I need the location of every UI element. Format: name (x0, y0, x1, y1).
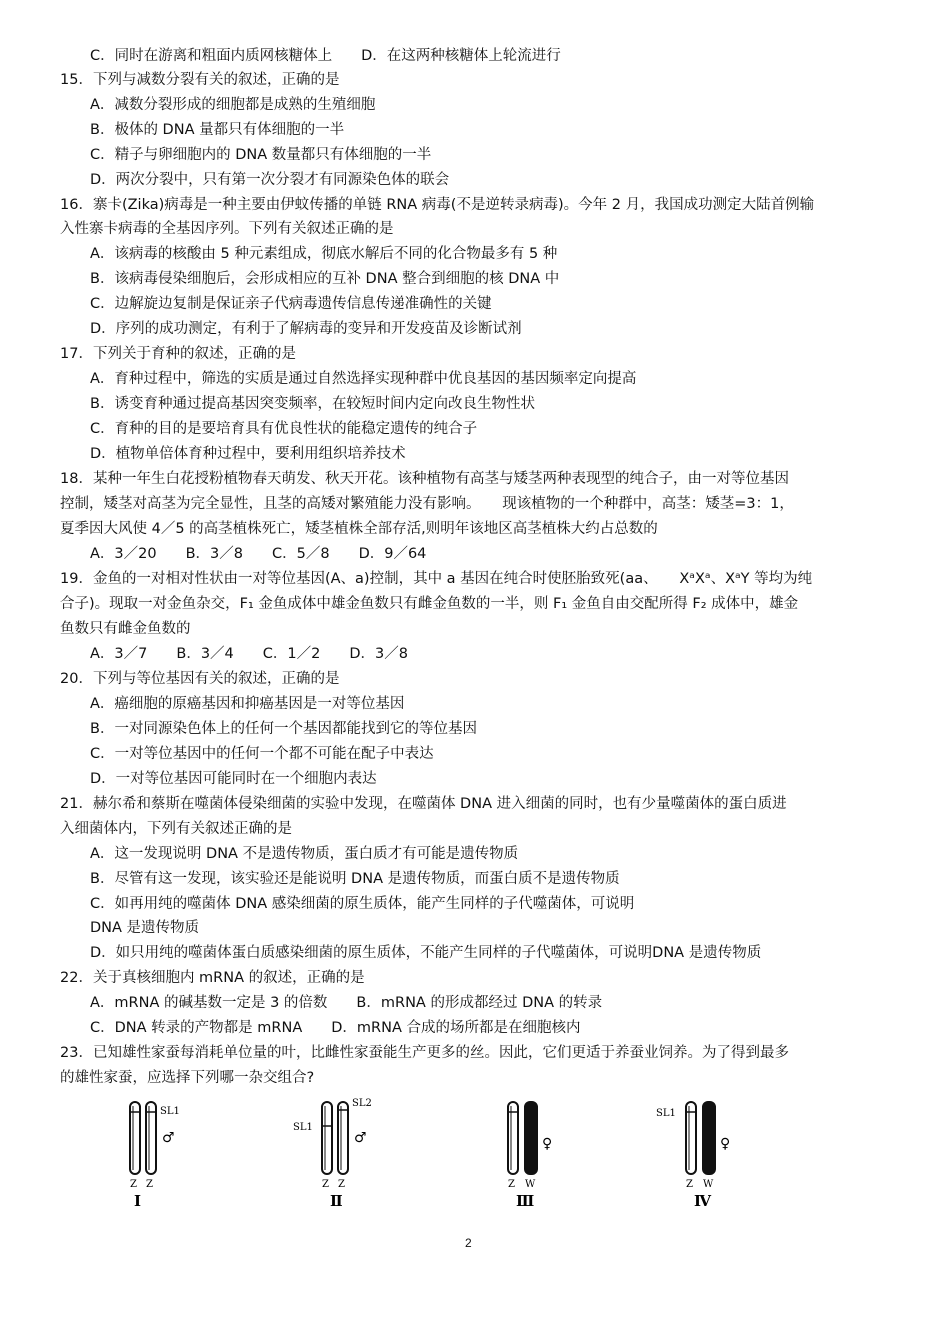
option-line: C．精子与卵细胞内的 DNA 数量都只有体细胞的一半 (90, 147, 432, 163)
question-line: 15．下列与减数分裂有关的叙述，正确的是 (60, 72, 340, 88)
option-line: C．一对等位基因中的任何一个都不可能在配子中表达 (90, 746, 434, 762)
chromosome-z-2a (322, 1102, 332, 1174)
option-line: C．育种的目的是要培育具有优良性状的能稳定遗传的纯合子 (90, 421, 478, 437)
option-line: D．一对等位基因可能同时在一个细胞内表达 (90, 771, 377, 787)
cross-group-2 (293, 1098, 372, 1210)
mark-sl1-2: SL1 (293, 1122, 313, 1133)
option-line: C．如再用纯的噬菌体 DNA 感染细菌的原生质体，能产生同样的子代噬菌体，可说明 (90, 896, 635, 912)
chromosome-z-4 (686, 1102, 696, 1174)
sex-symbol-2: ♂ (354, 1130, 367, 1146)
label-z-2a: Z (322, 1179, 329, 1190)
roman-3: Ⅲ (516, 1192, 535, 1210)
option-line: A．该病毒的核酸由 5 种元素组成，彻底水解后不同的化合物最多有 5 种 (90, 246, 558, 262)
mark-sl2-2: SL2 (352, 1098, 372, 1109)
option-line: B．该病毒侵染细胞后，会形成相应的互补 DNA 整合到细胞的核 DNA 中 (90, 271, 560, 287)
option-line: D．两次分裂中，只有第一次分裂才有同源染色体的联会 (90, 172, 450, 188)
option-line: C．同时在游离和粗面内质网核糖体上 D．在这两种核糖体上轮流进行 (90, 48, 561, 64)
chromosome-z-3 (508, 1102, 518, 1174)
question-line: 合子)。现取一对金鱼杂交，F₁ 金鱼成体中雄金鱼数只有雌金鱼数的一半，则 F₁ 金鱼自由交配所得 F₂ 成体中，雄金 (60, 596, 799, 612)
option-line: A．减数分裂形成的细胞都是成熟的生殖细胞 (90, 97, 376, 113)
question-line: 16．寨卡(Zika)病毒是一种主要由伊蚊传播的单链 RNA 病毒(不是逆转录病毒)。今年 2 月，我国成功测定大陆首例输 (60, 197, 815, 213)
question-line: 鱼数只有雌金鱼数的 (60, 621, 191, 637)
label-z-4: Z (686, 1179, 693, 1190)
question-line: 22．关于真核细胞内 mRNA 的叙述，正确的是 (60, 970, 365, 986)
page-number: 2 (465, 1236, 472, 1250)
option-line: D．序列的成功测定，有利于了解病毒的变异和开发疫苗及诊断试剂 (90, 321, 522, 337)
label-z-3: Z (508, 1179, 515, 1190)
chromosome-z-1a (130, 1102, 140, 1174)
chromosome-z-2b (338, 1102, 348, 1174)
sex-symbol-1: ♂ (162, 1130, 175, 1146)
mark-sl1-1: SL1 (160, 1106, 180, 1117)
option-line: A．这一发现说明 DNA 不是遗传物质，蛋白质才有可能是遗传物质 (90, 846, 519, 862)
option-line: A．3／7 B．3／4 C．1／2 D．3／8 (90, 646, 408, 662)
option-line: A．癌细胞的原癌基因和抑癌基因是一对等位基因 (90, 696, 405, 712)
chromosome-w-4 (703, 1102, 715, 1174)
option-line: C．边解旋边复制是保证亲子代病毒遗传信息传递准确性的关键 (90, 296, 492, 312)
option-line: D．植物单倍体育种过程中，要利用组织培养技术 (90, 446, 406, 462)
question-line: 17．下列关于育种的叙述，正确的是 (60, 346, 296, 362)
question-line: 19．金鱼的一对相对性状由一对等位基因(A、a)控制，其中 a 基因在纯合时使胚胎致死(aa、 XᵃXᵃ、XᵃY 等均为纯 (60, 571, 813, 587)
question-line: 入细菌体内，下列有关叙述正确的是 (60, 821, 292, 837)
option-line: DNA 是遗传物质 (90, 920, 200, 936)
chromosome-figure (0, 1090, 950, 1210)
label-w-3: W (525, 1179, 536, 1190)
label-z-1a: Z (130, 1179, 137, 1190)
roman-4: Ⅳ (694, 1192, 712, 1210)
label-z-2b: Z (338, 1179, 345, 1190)
question-line: 21．赫尔希和蔡斯在噬菌体侵染细菌的实验中发现，在噬菌体 DNA 进入细菌的同时，也有少量噬菌体的蛋白质进 (60, 796, 787, 812)
chromosome-z-1b (146, 1102, 156, 1174)
question-line: 入性寨卡病毒的全基因序列。下列有关叙述正确的是 (60, 221, 394, 237)
question-line: 控制，矮茎对高茎为完全显性，且茎的高矮对繁殖能力没有影响。 现该植物的一个种群中，高茎：矮茎=3：1， (60, 496, 794, 512)
mark-sl1-4: SL1 (656, 1108, 676, 1119)
cross-group-4 (656, 1102, 730, 1210)
option-line: B．尽管有这一发现，该实验还是能说明 DNA 是遗传物质，而蛋白质不是遗传物质 (90, 871, 620, 887)
option-line: D．如只用纯的噬菌体蛋白质感染细菌的原生质体，不能产生同样的子代噬菌体，可说明DNA 是遗传物质 (90, 945, 762, 961)
option-line: A．育种过程中，筛选的实质是通过自然选择实现种群中优良基因的基因频率定向提高 (90, 371, 637, 387)
question-line: 23．已知雄性家蚕每消耗单位量的叶，比雌性家蚕能生产更多的丝。因此，它们更适于养蚕业饲养。为了得到最多 (60, 1045, 789, 1061)
question-line: 20．下列与等位基因有关的叙述，正确的是 (60, 671, 340, 687)
cross-group-1 (130, 1102, 180, 1210)
label-w-4: W (703, 1179, 714, 1190)
label-z-1b: Z (146, 1179, 153, 1190)
sex-symbol-3: ♀ (542, 1136, 553, 1152)
roman-2: Ⅱ (330, 1192, 343, 1210)
cross-group-3 (508, 1102, 552, 1210)
option-line: A．mRNA 的碱基数一定是 3 的倍数 B．mRNA 的形成都经过 DNA 的转录 (90, 995, 603, 1011)
sex-symbol-4: ♀ (720, 1136, 731, 1152)
question-line: 18．某种一年生白花授粉植物春天萌发、秋天开花。该种植物有高茎与矮茎两种表现型的纯合子，由一对等位基因 (60, 471, 789, 487)
question-line: 的雄性家蚕，应选择下列哪一杂交组合? (60, 1070, 315, 1086)
option-line: B．极体的 DNA 量都只有体细胞的一半 (90, 122, 345, 138)
option-line: A．3／20 B．3／8 C．5／8 D．9／64 (90, 546, 427, 562)
question-line: 夏季因大风使 4／5 的高茎植株死亡，矮茎植株全部存活,则明年该地区高茎植株大约占总数的 (60, 521, 658, 537)
option-line: B．诱变育种通过提高基因突变频率，在较短时间内定向改良生物性状 (90, 396, 535, 412)
option-line: C．DNA 转录的产物都是 mRNA D．mRNA 合成的场所都是在细胞核内 (90, 1020, 581, 1036)
chromosome-w-3 (525, 1102, 537, 1174)
roman-1: Ⅰ (134, 1192, 142, 1210)
option-line: B．一对同源染色体上的任何一个基因都能找到它的等位基因 (90, 721, 477, 737)
